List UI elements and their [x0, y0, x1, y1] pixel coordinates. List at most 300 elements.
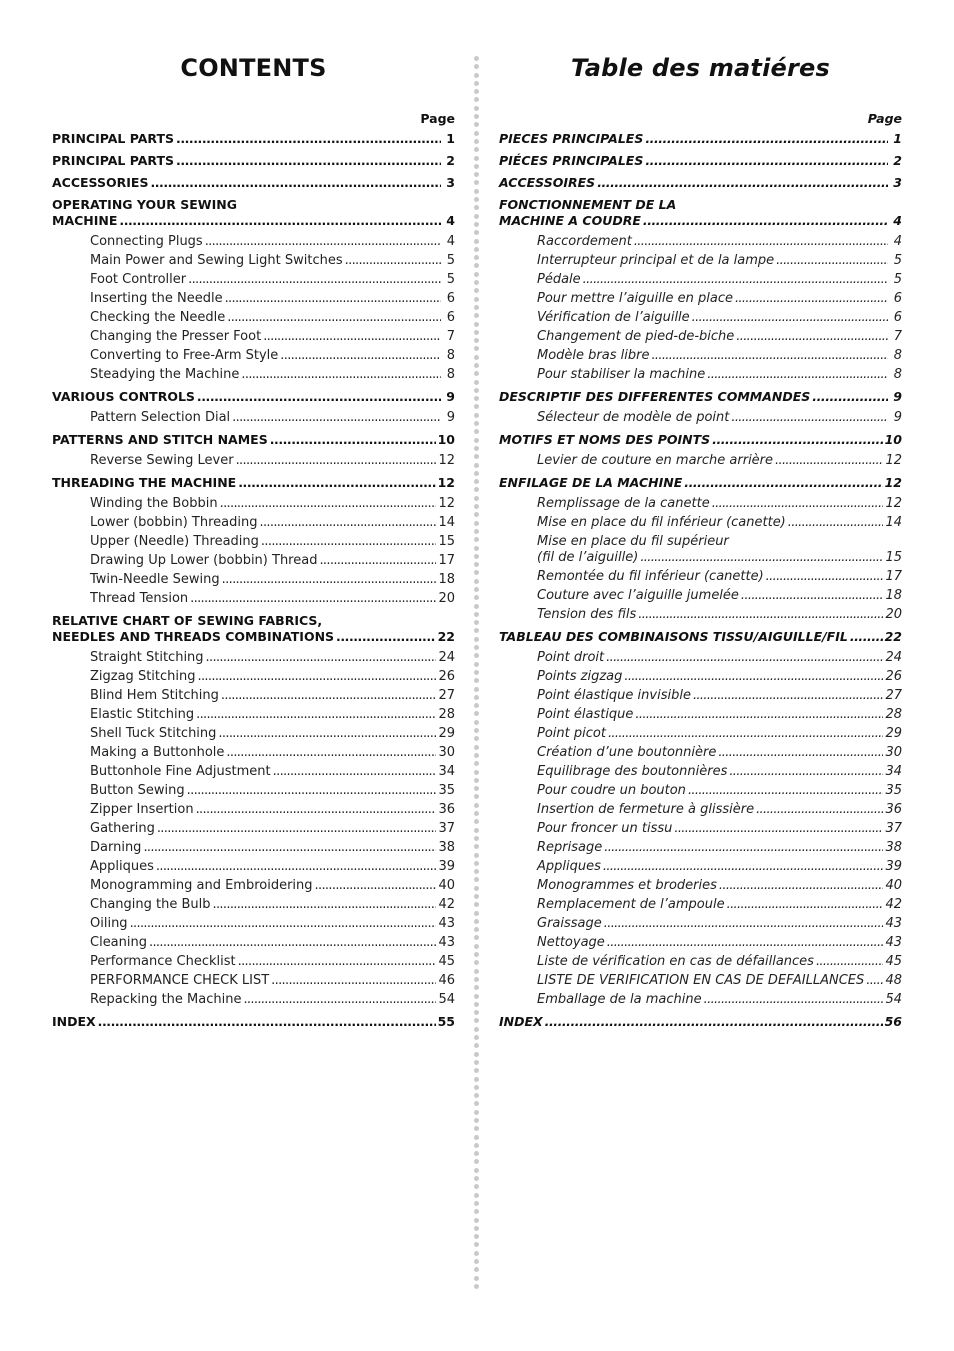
- dot-leader: [205, 234, 441, 250]
- divider-dot: [474, 1184, 479, 1189]
- toc-page-number: 45: [885, 954, 902, 969]
- toc-row: [52, 213, 455, 229]
- divider-dot: [474, 1035, 479, 1040]
- toc-row: [90, 234, 455, 250]
- toc-section: [499, 131, 902, 147]
- divider-dot: [474, 147, 479, 152]
- divider-dot: [474, 64, 479, 69]
- toc-section: [52, 175, 455, 191]
- toc-row: [499, 389, 902, 405]
- toc-row: [90, 859, 455, 875]
- divider-dot: [474, 1242, 479, 1247]
- toc-label: NEEDLES AND THREADS COMBINATIONS: [52, 629, 335, 644]
- toc-item: [537, 916, 902, 932]
- toc-item: [537, 878, 902, 894]
- toc-row: [537, 550, 902, 566]
- divider-dot: [474, 214, 479, 219]
- toc-label: PRINCIPAL PARTS: [52, 153, 175, 168]
- divider-dot: [474, 346, 479, 351]
- divider-dot: [474, 322, 479, 327]
- toc-item: [537, 802, 902, 818]
- toc-page-number: 15: [885, 550, 902, 565]
- toc-item: [90, 992, 455, 1008]
- toc-row: [90, 764, 455, 780]
- toc-row: [537, 802, 902, 818]
- toc-item: [537, 253, 902, 269]
- toc-label: TABLEAU DES COMBINAISONS TISSU/AIGUILLE/FIL: [499, 629, 848, 644]
- divider-dot: [474, 114, 479, 119]
- toc-page-number: 28: [438, 707, 455, 722]
- toc-page-number: 9: [446, 389, 455, 404]
- toc-item: [537, 496, 902, 512]
- divider-dot: [474, 288, 479, 293]
- toc-page-number: 3: [446, 175, 455, 190]
- toc-item: [90, 329, 455, 345]
- dot-leader: [736, 329, 888, 345]
- toc-item: [537, 650, 902, 666]
- divider-dot: [474, 844, 479, 849]
- toc-item: [537, 310, 902, 326]
- toc-page-number: 15: [438, 534, 455, 549]
- toc-item: [537, 954, 902, 970]
- toc-item: [537, 515, 902, 531]
- toc-row: [537, 234, 902, 250]
- toc-label: Foot Controller: [90, 272, 187, 287]
- toc-item: [537, 783, 902, 799]
- toc-label: Couture avec l’aiguille jumelée: [537, 588, 739, 603]
- divider-dot: [474, 355, 479, 360]
- toc-label: Emballage de la machine: [537, 992, 702, 1007]
- divider-dot: [474, 172, 479, 177]
- divider-dot: [474, 205, 479, 210]
- divider-dot: [474, 853, 479, 858]
- divider-dot: [474, 935, 479, 940]
- divider-dot: [474, 745, 479, 750]
- toc-label: Point droit: [537, 650, 605, 665]
- toc-section: [52, 389, 455, 405]
- toc-page-number: 27: [438, 688, 455, 703]
- toc-label: (fil de l’aiguille): [537, 550, 639, 565]
- divider-dot: [474, 496, 479, 501]
- toc-row: [537, 859, 902, 875]
- toc-label: DESCRIPTIF DES DIFFERENTES COMMANDES: [499, 389, 811, 404]
- dot-leader: [756, 802, 883, 818]
- dot-leader: [704, 992, 884, 1008]
- toc-label: Blind Hem Stitching: [90, 688, 219, 703]
- toc-page-number: 14: [885, 515, 902, 530]
- toc-page-number: 43: [438, 935, 455, 950]
- toc-section: [52, 131, 455, 147]
- dot-leader: [259, 515, 436, 531]
- toc-page-number: 17: [438, 553, 455, 568]
- toc-label: Insertion de fermeture à glissière: [537, 802, 755, 817]
- toc-label: Interrupteur principal et de la lampe: [537, 253, 775, 268]
- toc-label: Levier de couture en marche arrière: [537, 453, 774, 468]
- dot-leader: [150, 175, 441, 191]
- divider-dot: [474, 1276, 479, 1281]
- toc-row: [90, 348, 455, 364]
- toc-row: [52, 432, 455, 448]
- toc-row: [499, 432, 902, 448]
- toc-page-number: 40: [885, 878, 902, 893]
- divider-dot: [474, 1093, 479, 1098]
- toc-label: PERFORMANCE CHECK LIST: [90, 973, 270, 988]
- divider-dot: [474, 131, 479, 136]
- toc-item: [537, 410, 902, 426]
- dot-leader: [545, 1014, 883, 1030]
- dot-leader: [607, 935, 884, 951]
- divider-dot: [474, 1193, 479, 1198]
- divider-dot: [474, 1052, 479, 1057]
- divider-dot: [474, 985, 479, 990]
- toc-label: Sélecteur de modèle de point: [537, 410, 730, 425]
- dot-leader: [345, 253, 441, 269]
- table-des-matieres-title: Table des matiéres: [570, 54, 831, 82]
- toc-row: [90, 534, 455, 550]
- toc-row: [537, 310, 902, 326]
- divider-dot: [474, 1027, 479, 1032]
- toc-page-number: 29: [885, 726, 902, 741]
- toc-row: [90, 745, 455, 761]
- toc-row: [90, 253, 455, 269]
- toc-label-line: FONCTIONNEMENT DE LA: [499, 197, 677, 212]
- toc-label: Converting to Free-Arm Style: [90, 348, 279, 363]
- divider-dot: [474, 894, 479, 899]
- divider-dot: [474, 396, 479, 401]
- divider-dot: [474, 1010, 479, 1015]
- toc-label: Liste de vérification en cas de défaillances: [537, 954, 814, 969]
- toc-label: Oiling: [90, 916, 128, 931]
- toc-item: [537, 992, 902, 1008]
- divider-dot: [474, 927, 479, 932]
- dot-leader: [597, 175, 888, 191]
- divider-dot: [474, 454, 479, 459]
- divider-dot: [474, 653, 479, 658]
- toc-page-number: 54: [438, 992, 455, 1007]
- toc-label-line: Mise en place du fil supérieur: [537, 534, 729, 549]
- toc-page-number: 5: [893, 272, 902, 287]
- contents-title: CONTENTS: [180, 54, 327, 82]
- divider-dot: [474, 1201, 479, 1206]
- divider-dot: [474, 645, 479, 650]
- toc-row: [499, 175, 902, 191]
- toc-row: [90, 707, 455, 723]
- divider-dot: [474, 770, 479, 775]
- toc-page-number: 22: [437, 629, 455, 644]
- dot-leader: [336, 629, 436, 645]
- dot-leader: [634, 234, 888, 250]
- toc-row: [90, 515, 455, 531]
- dot-leader: [707, 367, 888, 383]
- toc-section: [499, 197, 902, 229]
- divider-dot: [474, 877, 479, 882]
- toc-item: [537, 329, 902, 345]
- toc-label: ACCESSORIES: [52, 175, 149, 190]
- toc-item: [537, 291, 902, 307]
- dot-leader: [741, 588, 884, 604]
- divider-dot: [474, 1068, 479, 1073]
- toc-page-number: 6: [893, 310, 902, 325]
- dot-leader: [176, 131, 441, 147]
- toc-item: [90, 650, 455, 666]
- toc-item: [537, 897, 902, 913]
- dot-leader: [604, 840, 883, 856]
- divider-dot: [474, 1168, 479, 1173]
- toc-label: Point élastique invisible: [537, 688, 691, 703]
- divider-dot: [474, 446, 479, 451]
- divider-dot: [474, 1043, 479, 1048]
- toc-page-number: 37: [438, 821, 455, 836]
- toc-label: Inserting the Needle: [90, 291, 223, 306]
- toc-page-number: 7: [893, 329, 902, 344]
- dot-leader: [866, 973, 883, 989]
- toc-item: [537, 367, 902, 383]
- toc-item: [90, 745, 455, 761]
- toc-page-number: 29: [438, 726, 455, 741]
- toc-row: [537, 515, 902, 531]
- toc-row: [90, 973, 455, 989]
- toc-item: [90, 534, 455, 550]
- toc-page-number: 45: [438, 954, 455, 969]
- divider-dot: [474, 438, 479, 443]
- divider-dot: [474, 969, 479, 974]
- toc-item: [90, 859, 455, 875]
- toc-section: [52, 613, 455, 645]
- toc-page-number: 4: [446, 213, 455, 228]
- toc-page-number: 8: [446, 348, 455, 363]
- dot-leader: [674, 821, 883, 837]
- toc-page-number: 38: [885, 840, 902, 855]
- toc-row: [90, 591, 455, 607]
- toc-label: Pattern Selection Dial: [90, 410, 231, 425]
- toc-item: [537, 607, 902, 623]
- toc-row: [537, 272, 902, 288]
- toc-page-number: 5: [893, 253, 902, 268]
- toc-page-number: 27: [885, 688, 902, 703]
- toc-row: [537, 650, 902, 666]
- dot-leader: [816, 954, 883, 970]
- divider-dot: [474, 222, 479, 227]
- divider-dot: [474, 180, 479, 185]
- dot-leader: [692, 310, 888, 326]
- divider-dot: [474, 487, 479, 492]
- toc-page-number: 43: [438, 916, 455, 931]
- toc-page-number: 5: [446, 253, 455, 268]
- toc-page-number: 4: [893, 213, 902, 228]
- toc-page-number: 36: [885, 802, 902, 817]
- toc-item: [90, 783, 455, 799]
- divider-dot: [474, 579, 479, 584]
- toc-row: [537, 688, 902, 704]
- toc-row: [537, 253, 902, 269]
- toc-label: Remontée du fil inférieur (canette): [537, 569, 764, 584]
- toc-label: Remplacement de l’ampoule: [537, 897, 725, 912]
- dot-leader: [156, 859, 437, 875]
- toc-row: [537, 726, 902, 742]
- divider-dot: [474, 1176, 479, 1181]
- toc-row: [90, 410, 455, 426]
- toc-label: Changing the Presser Foot: [90, 329, 262, 344]
- toc-page-number: 20: [438, 591, 455, 606]
- divider-dot: [474, 1143, 479, 1148]
- toc-page-number: 12: [885, 453, 902, 468]
- toc-item: [537, 348, 902, 364]
- toc-page-number: 7: [446, 329, 455, 344]
- toc-label: Connecting Plugs: [90, 234, 203, 249]
- toc-page-number: 5: [446, 272, 455, 287]
- toc-item: [90, 272, 455, 288]
- toc-page-number: 37: [885, 821, 902, 836]
- toc-item: [90, 591, 455, 607]
- toc-label: Pour froncer un tissu: [537, 821, 673, 836]
- toc-row: [90, 272, 455, 288]
- dot-leader: [261, 534, 437, 550]
- divider-dot: [474, 156, 479, 161]
- page-column-header: Page: [420, 111, 455, 126]
- toc-item: [537, 764, 902, 780]
- dot-leader: [645, 131, 888, 147]
- toc-item: [90, 973, 455, 989]
- toc-row: [90, 496, 455, 512]
- toc-row: [90, 802, 455, 818]
- divider-dot: [474, 1267, 479, 1272]
- toc-page-number: 2: [893, 153, 902, 168]
- toc-label: Steadying the Machine: [90, 367, 240, 382]
- dot-leader: [232, 410, 441, 426]
- dot-leader: [221, 688, 437, 704]
- dot-leader: [227, 310, 441, 326]
- divider-dot: [474, 1135, 479, 1140]
- dot-leader: [719, 878, 884, 894]
- divider-dot: [474, 711, 479, 716]
- toc-item: [90, 916, 455, 932]
- toc-section: [499, 629, 902, 645]
- toc-label: MACHINE A COUDRE: [499, 213, 641, 228]
- toc-label: Checking the Needle: [90, 310, 226, 325]
- dot-leader: [198, 669, 437, 685]
- toc-label: Thread Tension: [90, 591, 189, 606]
- toc-page-number: 38: [438, 840, 455, 855]
- toc-row: [537, 496, 902, 512]
- toc-item: [537, 726, 902, 742]
- divider-dot: [474, 97, 479, 102]
- dot-leader: [775, 453, 883, 469]
- toc-label: PIECES PRINCIPALES: [499, 131, 644, 146]
- toc-label: Point élastique: [537, 707, 634, 722]
- dot-leader: [273, 764, 437, 780]
- toc-label: Modèle bras libre: [537, 348, 650, 363]
- dot-leader: [188, 272, 441, 288]
- toc-page-number: 3: [893, 175, 902, 190]
- divider-dot: [474, 388, 479, 393]
- toc-page-number: 12: [438, 496, 455, 511]
- toc-item: [90, 367, 455, 383]
- toc-page-number: 26: [438, 669, 455, 684]
- divider-dot: [474, 1060, 479, 1065]
- dot-leader: [638, 607, 883, 623]
- toc-label: Straight Stitching: [90, 650, 204, 665]
- toc-item: [537, 688, 902, 704]
- toc-label: Shell Tuck Stitching: [90, 726, 217, 741]
- toc-label: LISTE DE VERIFICATION EN CAS DE DEFAILLANCES: [537, 973, 865, 988]
- divider-dot: [474, 670, 479, 675]
- toc-item: [537, 234, 902, 250]
- toc-item: [90, 310, 455, 326]
- toc-row: [537, 745, 902, 761]
- dot-leader: [788, 515, 884, 531]
- divider-dot: [474, 977, 479, 982]
- toc-page-number: 18: [438, 572, 455, 587]
- toc-row: [537, 329, 902, 345]
- toc-row: [90, 840, 455, 856]
- dot-leader: [241, 367, 441, 383]
- toc-label: ACCESSOIRES: [499, 175, 596, 190]
- dot-leader: [850, 629, 883, 645]
- toc-label: Tension des fils: [537, 607, 637, 622]
- dot-leader: [688, 783, 884, 799]
- divider-dot: [474, 1002, 479, 1007]
- toc-row: [537, 764, 902, 780]
- toc-row: [499, 153, 902, 169]
- toc-row: [90, 821, 455, 837]
- toc-row: [90, 669, 455, 685]
- toc-page-number: 42: [438, 897, 455, 912]
- toc-row: [90, 897, 455, 913]
- divider-dot: [474, 529, 479, 534]
- dot-leader: [226, 745, 436, 761]
- divider-dot: [474, 703, 479, 708]
- toc-label: MOTIFS ET NOMS DES POINTS: [499, 432, 711, 447]
- toc-row: [537, 897, 902, 913]
- dot-leader: [735, 291, 888, 307]
- toc-row: [90, 935, 455, 951]
- toc-item: [537, 840, 902, 856]
- divider-dot: [474, 239, 479, 244]
- toc-page-number: 39: [885, 859, 902, 874]
- toc-section: [52, 475, 455, 491]
- toc-row: [537, 291, 902, 307]
- toc-page-number: 9: [893, 389, 902, 404]
- toc-page-number: 4: [893, 234, 902, 249]
- toc-label: Appliques: [90, 859, 154, 874]
- toc-row: [499, 475, 902, 491]
- toc-item: [537, 669, 902, 685]
- toc-item: [90, 410, 455, 426]
- dot-leader: [187, 783, 437, 799]
- toc-page-number: 9: [446, 410, 455, 425]
- toc-page-number: 36: [438, 802, 455, 817]
- toc-row: [90, 572, 455, 588]
- divider-dot: [474, 728, 479, 733]
- divider-dot: [474, 861, 479, 866]
- divider-dot: [474, 952, 479, 957]
- divider-dot: [474, 81, 479, 86]
- toc-page-number: 8: [446, 367, 455, 382]
- toc-row: [537, 410, 902, 426]
- divider-dot: [474, 604, 479, 609]
- toc-label: Monogramming and Embroidering: [90, 878, 313, 893]
- toc-label-line: OPERATING YOUR SEWING: [52, 197, 237, 212]
- divider-dot: [474, 1101, 479, 1106]
- toc-label: Repacking the Machine: [90, 992, 242, 1007]
- divider-dot: [474, 363, 479, 368]
- toc-label: Point picot: [537, 726, 606, 741]
- divider-dot: [474, 786, 479, 791]
- dot-leader: [645, 153, 888, 169]
- divider-dot: [474, 330, 479, 335]
- toc-section: [499, 1014, 902, 1030]
- toc-label: Winding the Bobbin: [90, 496, 218, 511]
